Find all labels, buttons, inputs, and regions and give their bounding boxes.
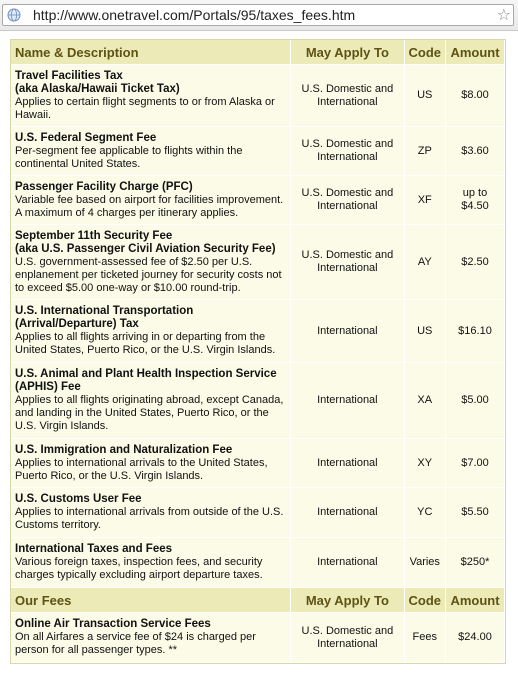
amount-cell: $8.00 xyxy=(446,65,505,127)
address-bar[interactable] xyxy=(2,4,514,26)
table-row xyxy=(11,176,505,225)
fee-name-cell xyxy=(11,363,291,439)
fee-name-cell xyxy=(11,300,291,363)
applies-to-cell: International xyxy=(291,439,404,488)
fee-name: Travel Facilities Tax xyxy=(15,69,123,82)
code-cell: YC xyxy=(405,488,447,538)
amount-cell: $24.00 xyxy=(446,613,505,663)
page-content xyxy=(0,31,518,678)
code-cell: US xyxy=(405,300,447,363)
fee-description: Applies to international arrivals to the United States, Puerto Rico, or the U.S. Virgin Islands. xyxy=(15,456,268,482)
table-row xyxy=(11,300,505,363)
fee-name: Online Air Transaction Service Fees xyxy=(15,618,211,630)
fee-name-cell xyxy=(11,65,291,127)
fee-name: U.S. International Transportation (Arrival/Departure) Tax xyxy=(15,305,194,330)
code-cell: US xyxy=(405,65,447,127)
applies-to-cell: U.S. Domestic and International xyxy=(291,613,404,663)
amount-cell: $16.10 xyxy=(446,300,505,363)
applies-to-cell: U.S. Domestic and International xyxy=(291,225,404,300)
fees-header-apply: May Apply To xyxy=(291,588,404,613)
amount-cell: $5.00 xyxy=(446,363,505,439)
applies-to-cell: U.S. Domestic and International xyxy=(291,127,404,176)
fees-header-row xyxy=(11,588,505,613)
code-cell: ZP xyxy=(405,127,447,176)
amount-cell: $2.50 xyxy=(446,225,505,300)
amount-cell: $5.50 xyxy=(446,488,505,538)
applies-to-cell: International xyxy=(291,538,404,588)
fee-description: Applies to all flights originating abroad, except Canada, and landing in the United States, Puerto Rico, or the U.S. Virgin Islands. xyxy=(15,394,284,432)
fee-name-cell xyxy=(11,538,291,588)
taxes-fees-table xyxy=(10,39,506,664)
code-cell: Varies xyxy=(405,538,447,588)
code-cell: XY xyxy=(405,439,447,488)
taxes-header-code: Code xyxy=(405,40,447,65)
fee-alias: (aka Alaska/Hawaii Ticket Tax) xyxy=(15,82,180,95)
fee-name: International Taxes and Fees xyxy=(15,543,173,555)
fee-name-cell xyxy=(11,225,291,300)
fee-description: Variable fee based on airport for facilities improvement. A maximum of 4 charges per itinerary applies. xyxy=(15,193,284,219)
taxes-header-name: Name & Description xyxy=(11,40,291,65)
code-cell: XF xyxy=(405,176,447,225)
bookmark-star-icon[interactable]: ☆ xyxy=(496,5,511,24)
applies-to-cell: International xyxy=(291,488,404,538)
fee-description: Applies to certain flight segments to or from Alaska or Hawaii. xyxy=(15,95,275,121)
table-row xyxy=(11,538,505,588)
amount-cell: $250* xyxy=(446,538,505,588)
code-cell: Fees xyxy=(405,613,447,663)
fee-name: Passenger Facility Charge (PFC) xyxy=(15,180,193,193)
table-row xyxy=(11,613,505,663)
fee-description: Applies to all flights arriving in or departing from the United States, Puerto Rico, or the U.S. Virgin Islands. xyxy=(15,331,276,356)
browser-toolbar xyxy=(0,0,518,31)
fee-description: Various foreign taxes, inspection fees, and security charges typically excluding airport departure taxes. xyxy=(15,556,263,581)
fee-name: U.S. Customs User Fee xyxy=(15,493,142,505)
taxes-header-apply: May Apply To xyxy=(291,40,404,65)
applies-to-cell: International xyxy=(291,300,404,363)
table-row xyxy=(11,488,505,538)
table-row xyxy=(11,127,505,176)
fees-header-code: Code xyxy=(405,588,447,613)
fee-name-cell xyxy=(11,127,291,176)
fee-alias: (aka U.S. Passenger Civil Aviation Security Fee) xyxy=(15,242,276,255)
taxes-header-row xyxy=(11,40,505,65)
fee-description: U.S. government-assessed fee of $2.50 per U.S. enplanement per ticketed journey for security costs not to exceed $5.00 one-way or $10.00 round-trip. xyxy=(15,255,282,294)
url-text: http://www.onetravel.com/Portals/95/taxes_fees.htm xyxy=(33,7,356,23)
fees-header-name: Our Fees xyxy=(11,588,291,613)
applies-to-cell: U.S. Domestic and International xyxy=(291,65,404,127)
fee-name-cell xyxy=(11,488,291,538)
fees-header-amount: Amount xyxy=(446,588,505,613)
taxes-header-amount: Amount xyxy=(446,40,505,65)
fee-name: U.S. Immigration and Naturalization Fee xyxy=(15,443,233,456)
code-cell: AY xyxy=(405,225,447,300)
table-row xyxy=(11,363,505,439)
amount-cell: $7.00 xyxy=(446,439,505,488)
fee-description: On all Airfares a service fee of $24 is charged per person for all passenger types. ** xyxy=(15,631,256,656)
table-row xyxy=(11,225,505,300)
applies-to-cell: U.S. Domestic and International xyxy=(291,176,404,225)
globe-icon xyxy=(7,8,21,22)
fee-description: Per-segment fee applicable to flights within the continental United States. xyxy=(15,144,243,170)
fee-description: Applies to international arrivals from outside of the U.S. Customs territory. xyxy=(15,506,284,531)
fee-name-cell xyxy=(11,176,291,225)
table-row xyxy=(11,439,505,488)
amount-cell: up to $4.50 xyxy=(446,176,505,225)
applies-to-cell: International xyxy=(291,363,404,439)
fee-name: U.S. Federal Segment Fee xyxy=(15,131,157,144)
fee-name-cell xyxy=(11,439,291,488)
fee-name: September 11th Security Fee xyxy=(15,229,173,242)
fee-name-cell xyxy=(11,613,291,663)
fee-name: U.S. Animal and Plant Health Inspection Service (APHIS) Fee xyxy=(15,368,277,393)
code-cell: XA xyxy=(405,363,447,439)
amount-cell: $3.60 xyxy=(446,127,505,176)
table-row xyxy=(11,65,505,127)
